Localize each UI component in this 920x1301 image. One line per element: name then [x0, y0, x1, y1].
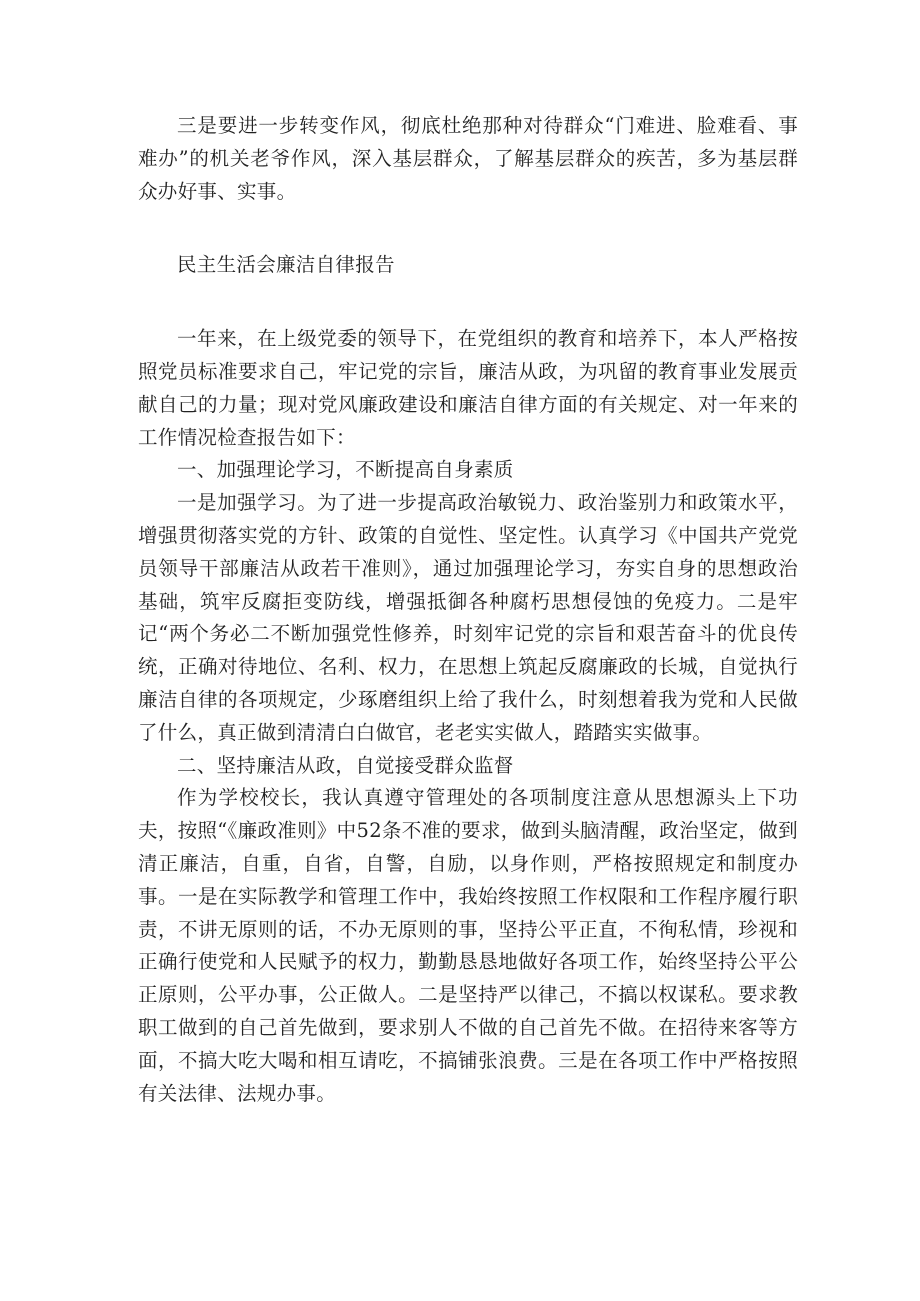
paragraph-study: 一是加强学习。为了进一步提高政治敏锐力、政治鉴别力和政策水平，增强贯彻落实党的方针、政策的自觉性、坚定性。认真学习《中国共产党党员领导干部廉洁从政若干准则》，通过加强理论学习，夯实自身的思想政治基础，筑牢反腐拒变防线，增强抵御各种腐朽思想侵蚀的免疫力。二是牢记“两个务必二不断加强党性修养，时刻牢记党的宗旨和艰苦奋斗的优良传统，正确对待地位、名利、权力，在思想上筑起反腐廉政的长城，自觉执行廉洁自律的各项规定，少琢磨组织上给了我什么，时刻想着我为党和人民做了什么，真正做到清清白白做官，老老实实做人，踏踏实实做事。 [138, 491, 798, 744]
paragraph-work-style: 三是要进一步转变作风，彻底杜绝那种对待群众“门难进、脸难看、事难办”的机关老爷作风，深入基层群众，了解基层群众的疾苦，多为基层群众办好事、实事。 [138, 114, 798, 203]
paragraph-intro: 一年来，在上级党委的领导下，在党组织的教育和培养下，本人严格按照党员标准要求自己，牢记党的宗旨，廉洁从政，为巩留的教育事业发展贡献自己的力量；现对党风廉政建设和廉洁自律方面的有关规定、对一年来的工作情况检查报告如下： [138, 327, 798, 449]
paragraph-integrity: 作为学校校长，我认真遵守管理处的各项制度注意从思想源头上下功夫，按照“《廉政准则》中52条不准的要求，做到头脑清醒，政治坚定，做到清正廉洁，自重，自省，自警，自励，以身作则，严格按照规定和制度办事。一是在实际教学和管理工作中，我始终按照工作权限和工作程序履行职责，不讲无原则的话，不办无原则的事，坚持公平正直，不徇私情，珍视和正确行使党和人民赋予的权力，勤勤恳恳地做好各项工作，始终坚持公平公正原则，公平办事，公正做人。二是坚持严以律己，不搞以权谋私。要求教职工做到的自己首先做到，要求别人不做的自己首先不做。在招待来客等方面，不搞大吃大喝和相互请吃，不搞铺张浪费。三是在各项工作中严格按照有关法律、法规办事。 [138, 786, 798, 1105]
document-page [138, 110, 798, 1110]
section-heading-2: 二、坚持廉洁从政，自觉接受群众监督 [177, 753, 514, 777]
section-heading-1: 一、加强理论学习，不断提高自身素质 [177, 458, 514, 482]
report-title: 民主生活会廉洁自律报告 [177, 253, 395, 277]
spacer [138, 208, 798, 249]
spacer [138, 282, 798, 323]
